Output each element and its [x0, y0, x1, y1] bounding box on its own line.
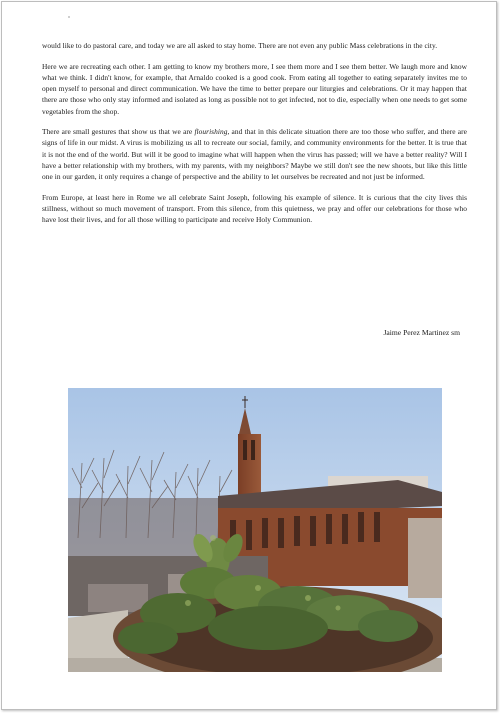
paragraph-3-start: There are small gestures that show us that we are [42, 127, 195, 137]
church-garden-photo [68, 388, 442, 672]
article-body [42, 40, 467, 235]
paragraph-4: From Europe, at least here in Rome we all celebrate Saint Joseph, following his example of silence. It is curious that the city lives this stillness, without so much movement of transport. From this silence, from this quietness, we pray and offer our celebrations for those who have lost their lives, and for all those willing to participate and receive Holy Communion. [42, 192, 467, 225]
paragraph-3-end: , and that in this delicate situation there are too those who suffer, and there are signs of life in our midst. A virus is mobilizing us all to recreate our social, family, and community environments for the better. It is true that it is not the end of the world. But will it be good to imagine what will happen when the virus has passed; will we have a better reality? Will I have a better relationship with my brothers, with my parents, with my neighbors? Maybe we still don't see the new shoots, but like this little one in our garden, it only requires a change of perspective and the ability to let ourselves be recreated and not just be informed. [42, 127, 467, 182]
paragraph-2: Here we are recreating each other. I am getting to know my brothers more, I see them more and I see them better. We laugh more and know what we think. I didn't know, for example, that Arnaldo cooked is a good cook. From eating all together to eating separately invites me to open myself to personal and direct communication. We have the time to better prepare our liturgies and celebrations. Or it may happen that there are those who only stay informed and isolated as long as possible not to get infected, not to die, especially when one needs to get some vegetables from the shop. [42, 61, 467, 116]
author-signature: Jaime Perez Martinez sm [383, 328, 460, 337]
photo-illustration [68, 388, 442, 672]
paragraph-1: would like to do pastoral care, and today we are all asked to stay home. There are not even any public Mass celebrations in the city. [42, 41, 438, 50]
side-building [408, 518, 442, 598]
document-page [1, 1, 497, 710]
page-corner-mark [68, 16, 70, 18]
paragraph-3 [42, 126, 467, 182]
paragraph-3-emphasis: flourishing [194, 127, 228, 137]
